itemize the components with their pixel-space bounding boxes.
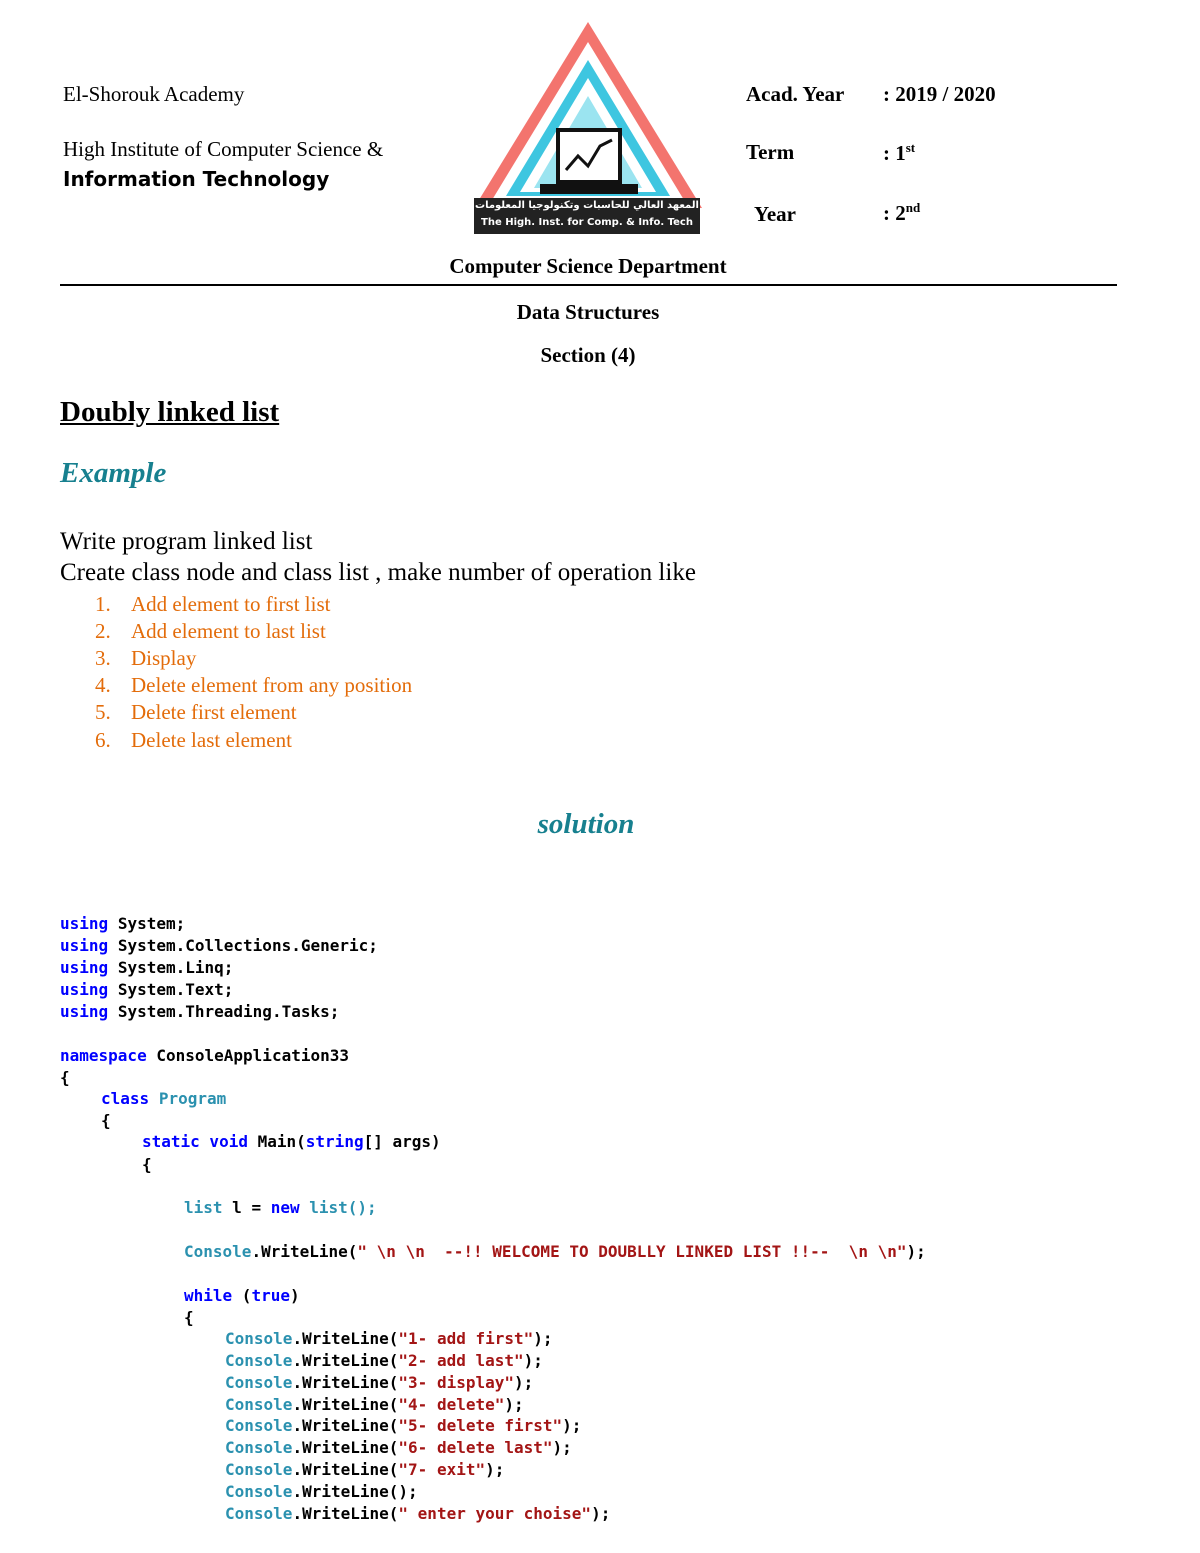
logo-english-text: The High. Inst. for Comp. & Info. Tech — [481, 217, 693, 228]
institute-logo — [470, 20, 705, 235]
code-line: Console.WriteLine("1- add first"); — [225, 1329, 553, 1348]
code-line: Console.WriteLine(" \n \n --!! WELCOME TO DOUBLLY LINKED LIST !!-- \n \n"); — [184, 1242, 926, 1261]
code-line: Console.WriteLine("2- add last"); — [225, 1351, 543, 1370]
acad-year-label: Acad. Year — [746, 82, 845, 106]
code-line: Console.WriteLine("4- delete"); — [225, 1395, 524, 1414]
code-line: Console.WriteLine(); — [225, 1482, 418, 1501]
year-label: Year — [754, 202, 796, 226]
institute-line1: High Institute of Computer Science & — [63, 137, 384, 161]
code-line: using System.Threading.Tasks; — [60, 1002, 340, 1021]
code-line: using System.Text; — [60, 980, 234, 999]
logo-arabic-text: المعهد العالي للحاسبات وتكنولوجيا المعلومات — [475, 200, 699, 211]
list-item: 3. Display — [95, 646, 197, 670]
list-item: 2. Add element to last list — [95, 619, 326, 643]
code-line: Console.WriteLine("7- exit"); — [225, 1460, 505, 1479]
academy-name: El-Shorouk Academy — [63, 82, 245, 106]
list-item: 1. Add element to first list — [95, 592, 331, 616]
course-name: Data Structures — [516, 300, 660, 324]
code-line: { — [101, 1111, 111, 1130]
task-line1: Write program linked list — [60, 528, 313, 555]
code-line: { — [60, 1068, 70, 1087]
page-title: Doubly linked list — [60, 396, 280, 428]
code-line: Console.WriteLine("5- delete first"); — [225, 1416, 582, 1435]
solution-heading: solution — [537, 808, 635, 840]
acad-year-value: : 2019 / 2020 — [883, 82, 996, 106]
term-value: : 1st — [883, 140, 916, 165]
header-divider — [60, 284, 1117, 286]
code-line: using System.Collections.Generic; — [60, 936, 378, 955]
year-value: : 2nd — [883, 200, 921, 225]
code-line: namespace ConsoleApplication33 — [60, 1046, 349, 1065]
list-item: 4. Delete element from any position — [95, 673, 413, 697]
code-line: Console.WriteLine("6- delete last"); — [225, 1438, 572, 1457]
code-line: using System; — [60, 914, 186, 933]
list-item: 6. Delete last element — [95, 728, 292, 752]
code-line: { — [184, 1308, 194, 1327]
code-line: class Program — [101, 1089, 227, 1108]
code-line: Console.WriteLine("3- display"); — [225, 1373, 534, 1392]
task-line2: Create class node and class list , make number of operation like — [60, 559, 696, 586]
department: Computer Science Department — [449, 254, 727, 278]
list-item: 5. Delete first element — [95, 700, 297, 724]
example-heading: Example — [60, 457, 167, 489]
term-label: Term — [746, 140, 795, 164]
institute-line2: Information Technology — [63, 167, 330, 191]
code-line: static void Main(string[] args) — [142, 1132, 441, 1151]
code-line: using System.Linq; — [60, 958, 234, 977]
code-line: list l = new list(); — [184, 1198, 377, 1217]
code-line: while (true) — [184, 1286, 300, 1305]
code-line: Console.WriteLine(" enter your choise"); — [225, 1504, 611, 1523]
code-line: { — [142, 1155, 152, 1174]
section-number: Section (4) — [540, 343, 636, 367]
